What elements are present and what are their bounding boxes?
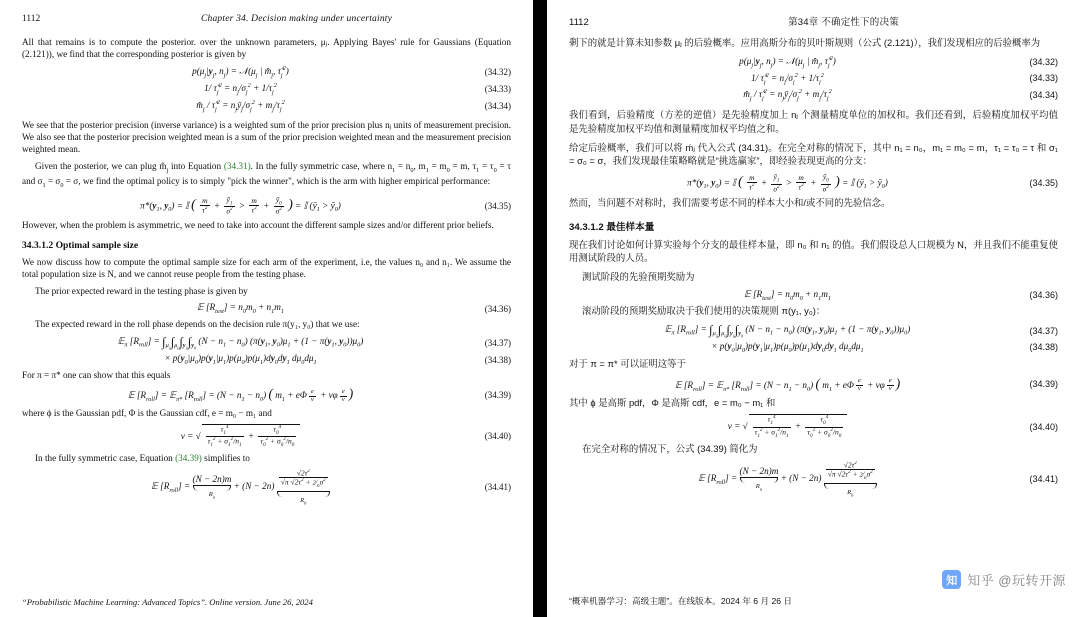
left-equation-39	[22, 386, 511, 403]
right-equation-41	[569, 461, 1058, 497]
left-equation-40-number: (34.40)	[484, 431, 511, 442]
left-equation-36-number: (34.36)	[484, 303, 511, 314]
right-equation-39-number: (34.39)	[1029, 379, 1058, 390]
watermark	[942, 570, 1066, 589]
right-footer: “概率机器学习：高级主题”。在线版本。2024 年 6 月 26 日	[569, 596, 792, 606]
right-equation-34	[569, 88, 1058, 102]
left-equation-41-body: 𝔼 $[R_{roll}]$ = (N − 2n)m $R_a$ + (N − 2n) $\frac{√2\tau^2}{√\pi √2\tau^2 + 2⁄_n\sigma^2}$ $R_b$	[22, 469, 459, 505]
right-paragraph-4: 然而，当问题不对称时，我们需要考虑不同的样本大小和/或不同的先验信念。	[569, 197, 891, 209]
right-equation-32-body: $p(\mu_j|y_j$, $n_j$) = $𝒩(\mu_j$ | $m̂_j$, $\taû_j^2$)	[739, 54, 836, 69]
left-equation-37-body: 𝔼$_\pi$ $[R_{roll}] = \int_{\mu_1}\int_{\mu_0}\int_{y_1}\int_{y_0}$ $(N - n_1 - n_0)$ ($\pi(y_1$, $y_0)\mu_1 + (1 - \pi(y_1$, $y_0))\mu_0$)	[117, 335, 364, 351]
left-equation-41-number: (34.41)	[484, 481, 511, 492]
left-equation-35-body: $\pi*(y_1$, $y_0$) = 𝕀 ( $\frac{m}{\tau^2}$ + $\frac{ȳ_1}{\sigma^2}$ > $\frac{m}{\tau^2}$ + $\frac{ȳ_0}{\sigma^2}$ ) = 𝕀 ($ȳ_1$ > $ȳ_0$)	[140, 195, 341, 216]
right-equation-32-number: (34.32)	[1029, 56, 1058, 67]
right-equation-40	[569, 414, 1058, 439]
left-paragraph-2: We see that the posterior precision (inverse variance) is a weighted sum of the prior precision plus nⱼ units of measurement precision. We also see that the posterior precision weighted mean is a sum of the prior precision weighted mean and the measurement precision weighted mean.	[22, 119, 511, 155]
zhihu-logo-icon: 知	[942, 570, 961, 589]
left-equation-39-number: (34.39)	[484, 390, 511, 401]
left-page-english	[0, 0, 533, 617]
left-paragraph-9: where ϕ is the Gaussian pdf, Φ is the Gaussian cdf, e = m₀ − m₁ and	[22, 407, 272, 418]
right-paragraph-9: 其中 ϕ 是高斯 pdf，Φ 是高斯 cdf，e = m₀ − m₁ 和	[569, 396, 776, 408]
left-equation-32-body: $p(\mu_j|y_j$, $n_j$) = $𝒩(\mu_j$ | $m̂_j$, $\taû_j^2$)	[192, 65, 289, 80]
left-chapter-title: Chapter 34. Decision making under uncertainty	[200, 14, 393, 24]
right-equation-39-body: 𝔼 $[R_{roll}]$ = 𝔼$_{\pi*}$ $[R_{roll}] = (N - n_1 - n_0)$ ( $m_1 + e\Phi$ $\frac{e}{v}$ + vφ $\frac{e}{v}$ )	[674, 375, 901, 393]
left-equation-37-number: (34.37)	[484, 337, 511, 348]
left-equation-37	[22, 335, 511, 350]
right-equation-36	[569, 289, 1058, 302]
page-divider	[533, 0, 547, 617]
watermark-text: 知乎 @玩转开源	[967, 573, 1066, 588]
left-equation-34-body: $m̂_j$ / $\taû_j^2$ = $n_jȳ_j/\sigma_j^2 + m_j/\tau_j^2$	[196, 99, 285, 113]
right-paragraph-6: 测试阶段的先验预期奖励为	[582, 270, 695, 282]
left-equation-35-number: (34.35)	[484, 200, 511, 211]
left-equation-38	[22, 353, 511, 366]
right-chapter-title: 第34章 不确定性下的决策	[788, 17, 899, 28]
left-equation-38-number: (34.38)	[484, 354, 511, 365]
left-section-title: 34.3.1.2 Optimal sample size	[22, 239, 139, 251]
left-equation-32-number: (34.32)	[484, 67, 511, 78]
left-paragraph-7: The expected reward in the roll phase depends on the decision rule π(y₁, y₀) that we use:	[35, 319, 360, 330]
left-paragraph-6: The prior expected reward in the testing phase is given by	[35, 286, 248, 297]
right-equation-34-number: (34.34)	[1029, 90, 1058, 101]
left-paragraph-5: We now discuss how to compute the optimal sample size for each arm of the experiment, i.e, the values n₀ and n₁. We assume the total population size is N, and we cannot reuse people from the testing phase.	[22, 256, 511, 280]
right-paragraph-5: 现在我们讨论如何计算实验每个分支的最佳样本量，即 n₀ 和 n₁ 的值。我们假设总人口规模为 N，并且我们不能重复使用测试阶段的人员。	[569, 238, 1058, 264]
right-equation-36-number: (34.36)	[1029, 290, 1058, 301]
left-equation-36	[22, 302, 511, 315]
right-equation-39	[569, 376, 1058, 393]
left-ref-34-39[interactable]: (34.39)	[175, 452, 202, 463]
left-paragraph-3: Given the posterior, we can plug $m̂_j$ into Equation (34.31). In the fully symmetric case, where $n_1 = n_0$, $m_1 = m_0 = m$, $\tau_1 = \tau_0 = \tau$ and $\sigma_1 = \sigma_0 = \sigma$, we find the optimal policy is to simply "pick the winner", which is the arm with higher empirical performance:	[22, 161, 511, 190]
left-equation-33	[22, 82, 511, 96]
left-running-header	[22, 14, 511, 26]
right-equation-33-body: 1/ $\taû_j^2 = n_j/\sigma_j^2 + 1/\tau_j^2$	[751, 71, 824, 86]
right-equation-41-body: 𝔼 $[R_{roll}]$ = (N − 2n)m $R_a$ + (N − 2n) $\frac{√2\tau^2}{√\pi √2\tau^2 + 2⁄_n\sigma^2}$ $R_b$	[569, 461, 1006, 497]
right-equation-35-number: (34.35)	[1029, 177, 1058, 188]
right-page-chinese	[547, 0, 1080, 617]
right-equation-36-body: 𝔼 $[R_{test}] = n_0m_0 + n_1m_1$	[743, 288, 831, 302]
right-equation-37-number: (34.37)	[1029, 325, 1058, 336]
right-equation-group-32-34	[569, 55, 1058, 103]
left-equation-38-body: × $p(y_0|\mu_0)p(y_1|\mu_1)p(\mu_0)p(\mu_1)dy_0dy_1$ $d\mu_0d\mu_1$	[164, 353, 317, 367]
left-equation-40	[22, 424, 511, 449]
left-equation-33-body: 1/ $\taû_j^2 = n_j/\sigma_j^2 + 1/\tau_j^2$	[204, 82, 277, 97]
left-paragraph-8: For π = π* one can show that this equals	[22, 370, 171, 381]
left-ref-34-31[interactable]: (34.31)	[223, 161, 251, 172]
right-equation-35-body: $\pi*(y_1$, $y_0$) = 𝕀 ( $\frac{m}{\tau^2}$ + $\frac{ȳ_1}{\sigma^2}$ > $\frac{m}{\tau^2}$ + $\frac{ȳ_0}{\sigma^2}$ ) = 𝕀 ($ȳ_1$ > $ȳ_0$)	[687, 172, 888, 194]
right-paragraph-8: 对于 π = π* 可以证明这等于	[569, 357, 686, 369]
left-equation-32	[22, 65, 511, 79]
right-equation-34-body: $m̂_j$ / $\taû_j^2$ = $n_jȳ_j/\sigma_j^2 + m_j/\tau_j^2$	[743, 88, 832, 103]
right-equation-40-body: v = √ $\frac{\tau_1^4}{\tau_1^2 + \sigma_1^2/n_1}$ + $\frac{\tau_0^4}{\tau_0^2 + \sigma_0^2/n_0}$	[569, 414, 1006, 439]
right-page-number: 1112	[569, 17, 589, 28]
right-equation-41-number: (34.41)	[1029, 473, 1058, 484]
right-section-title: 34.3.1.2 最佳样本量	[569, 221, 655, 233]
left-equation-33-number: (34.33)	[484, 84, 511, 95]
right-running-header	[569, 14, 1058, 26]
right-equation-40-number: (34.40)	[1029, 421, 1058, 432]
left-footer: “Probabilistic Machine Learning: Advanced Topics”. Online version. June 26, 2024	[22, 597, 313, 607]
right-equation-33	[569, 72, 1058, 86]
left-equation-group-32-34	[22, 65, 511, 113]
right-paragraph-7: 滚动阶段的预期奖励取决于我们使用的决策规则 π(y₁, y₀)：	[582, 305, 826, 317]
right-equation-32	[569, 55, 1058, 69]
right-equation-38	[569, 341, 1058, 354]
left-equation-39-body: 𝔼 $[R_{roll}]$ = 𝔼$_{\pi*}$ $[R_{roll}] = (N - n_1 - n_0)$ ( $m_1 + e\Phi$ $\frac{e}{v}$ + vφ $\frac{e}{v}$ )	[127, 386, 354, 404]
right-paragraph-3: 给定后验概率，我们可以将 ḿⱼ 代入公式 (34.31)。在完全对称的情况下，其中 n₁ = n₀，m₁ = m₀ = m，τ₁ = τ₀ = τ 和 σ₁ = σ₀ = σ，我们发现最佳策略略就是“挑选赢家”，即经验表现更高的分支：	[569, 141, 1058, 167]
right-paragraph-2: 我们看到，后验精度（方差的逆值）是先验精度加上 nⱼ 个测量精度单位的加权和。我们还看到，后验精度加权平均值是先验精度加权平均值和测量精度加权平均值之和。	[569, 109, 1058, 134]
left-paragraph-10: In the fully symmetric case, Equation (34.39) simplifies to	[35, 452, 250, 463]
left-paragraph-4: However, when the problem is asymmetric, we need to take into account the different sample sizes and/or different prior beliefs.	[22, 219, 494, 230]
left-equation-34-number: (34.34)	[484, 101, 511, 111]
left-paragraph-1: All that remains is to compute the posterior. over the unknown parameters, μⱼ. Applying Bayes' rule for Gaussians (Equation (2.121)), we find that the corresponding posterior is given by	[22, 37, 511, 60]
right-equation-38-number: (34.38)	[1029, 342, 1058, 353]
left-equation-40-body: v = √ $\frac{\tau_1^4}{\tau_1^2 + \sigma_1^2/n_1}$ + $\frac{\tau_0^4}{\tau_0^2 + \sigma_0^2/n_0}$	[22, 424, 459, 449]
left-equation-35	[22, 196, 511, 216]
right-paragraph-10: 在完全对称的情况下，公式 (34.39) 简化为	[582, 443, 758, 455]
right-paragraph-1: 剩下的就是计算未知参数 μⱼ 的后验概率。应用高斯分布的贝叶斯规则（公式 (2.121)），我们发现相应的后验概率为	[569, 37, 1041, 48]
right-equation-37	[569, 323, 1058, 338]
right-equation-37-body: 𝔼$_\pi$ $[R_{roll}] = \int_{\mu_1}\int_{\mu_0}\int_{y_1}\int_{y_0}$ $(N - n_1 - n_0)$ ($\pi(y_1$, $y_0)\mu_1 + (1 - \pi(y_1$, $y_0))\mu_0$)	[664, 323, 911, 338]
left-equation-41	[22, 469, 511, 505]
left-equation-36-body: 𝔼 $[R_{test}] = n_0m_0 + n_1m_1$	[196, 302, 284, 316]
right-equation-33-number: (34.33)	[1029, 73, 1058, 84]
right-equation-35	[569, 173, 1058, 193]
right-equation-38-body: × $p(y_0|\mu_0)p(y_1|\mu_1)p(\mu_0)p(\mu_1)dy_0dy_1$ $d\mu_0d\mu_1$	[711, 341, 864, 354]
left-equation-34	[22, 99, 511, 113]
left-page-number: 1112	[22, 14, 41, 24]
